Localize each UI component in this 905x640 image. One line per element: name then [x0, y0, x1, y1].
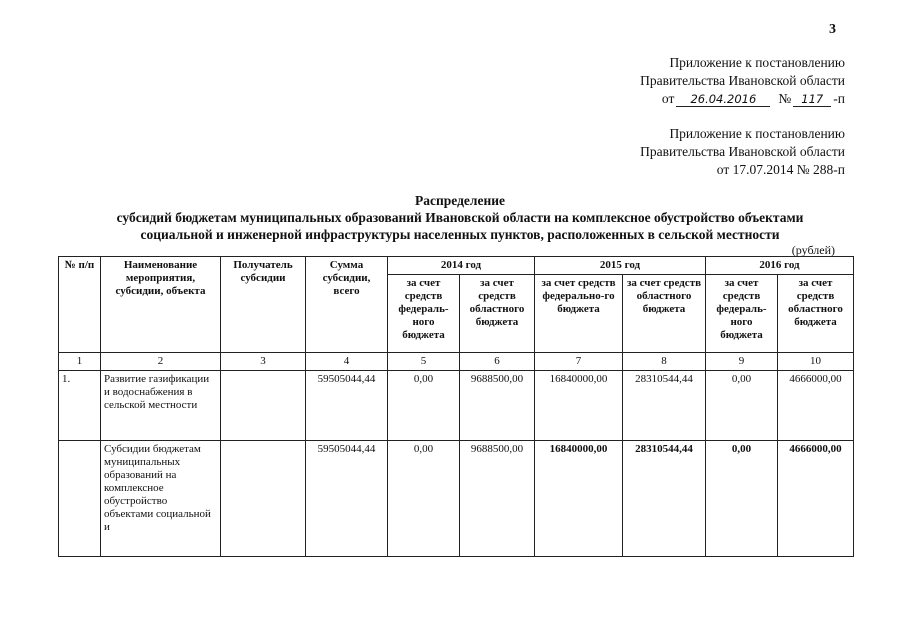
column-number: 5 [388, 353, 460, 371]
document-subtitle-line2: социальной и инженерной инфраструктуры населенных пунктов, расположенных в сельской местности [140, 227, 780, 242]
row-reg-2015: 28310544,44 [623, 441, 706, 557]
table-row [59, 371, 854, 441]
header-reg-2015: за счет средств областного бюджета [623, 275, 706, 353]
header-year-2016: 2016 год [706, 257, 854, 275]
column-number: 9 [706, 353, 778, 371]
document-subtitle-line1: субсидий бюджетам муниципальных образований Ивановской области на комплексное обустройство объектами [116, 210, 804, 225]
row-fed-2015: 16840000,00 [535, 371, 623, 441]
appendix-old-line1: Приложение к постановлению [669, 126, 845, 141]
column-number: 4 [306, 353, 388, 371]
row-fed-2014: 0,00 [388, 371, 460, 441]
row-fed-2016: 0,00 [706, 371, 778, 441]
row-num [59, 441, 101, 557]
header-reg-2014: за счет средств областного бюджета [460, 275, 535, 353]
number-suffix: -п [833, 91, 845, 106]
header-fed-2016: за счет средств федераль-ного бюджета [706, 275, 778, 353]
row-total: 59505044,44 [306, 441, 388, 557]
appendix-old-line3: от 17.07.2014 № 288-п [716, 162, 845, 177]
column-number: 3 [221, 353, 306, 371]
row-recipient [221, 441, 306, 557]
row-num: 1. [59, 371, 101, 441]
table-row [59, 441, 854, 557]
row-reg-2016: 4666000,00 [778, 441, 854, 557]
row-reg-2016: 4666000,00 [778, 371, 854, 441]
column-number-row [59, 353, 854, 371]
header-reg-2016: за счет средств областного бюджета [778, 275, 854, 353]
column-number: 10 [778, 353, 854, 371]
row-total: 59505044,44 [306, 371, 388, 441]
handwritten-date: 26.04.2016 [676, 92, 770, 107]
column-number: 7 [535, 353, 623, 371]
row-fed-2014: 0,00 [388, 441, 460, 557]
header-fed-2015: за счет средств федерально-го бюджета [535, 275, 623, 353]
row-recipient [221, 371, 306, 441]
handwritten-number: 117 [793, 92, 831, 107]
appendix-new-line2: Правительства Ивановской области [640, 73, 845, 88]
column-number: 6 [460, 353, 535, 371]
appendix-new-date-line [640, 90, 845, 108]
row-reg-2014: 9688500,00 [460, 441, 535, 557]
row-fed-2015: 16840000,00 [535, 441, 623, 557]
appendix-old-line2: Правительства Ивановской области [640, 144, 845, 159]
row-reg-2014: 9688500,00 [460, 371, 535, 441]
header-year-2014: 2014 год [388, 257, 535, 275]
appendix-old-block [640, 125, 845, 179]
number-label: № [778, 91, 792, 106]
row-name: Субсидии бюджетам муниципальных образований на комплексное обустройство объектами социальной и [101, 441, 221, 557]
currency-note: (рублей) [791, 243, 835, 257]
header-total: Сумма субсидии, всего [306, 257, 388, 353]
column-number: 1 [59, 353, 101, 371]
header-year-2015: 2015 год [535, 257, 706, 275]
subsidy-distribution-table [58, 256, 854, 557]
row-fed-2016: 0,00 [706, 441, 778, 557]
header-fed-2014: за счет средств федераль-ного бюджета [388, 275, 460, 353]
row-name: Развитие газификации и водоснабжения в сельской местности [101, 371, 221, 441]
from-label: от [661, 91, 675, 106]
column-number: 2 [101, 353, 221, 371]
appendix-new-line1: Приложение к постановлению [669, 55, 845, 70]
document-title: Распределение [414, 193, 506, 208]
column-number: 8 [623, 353, 706, 371]
page-number: 3 [829, 22, 836, 37]
appendix-new-block [640, 54, 845, 108]
header-name: Наименование мероприятия, субсидии, объекта [101, 257, 221, 353]
row-reg-2015: 28310544,44 [623, 371, 706, 441]
header-num: № п/п [59, 257, 101, 353]
header-recipient: Получатель субсидии [221, 257, 306, 353]
